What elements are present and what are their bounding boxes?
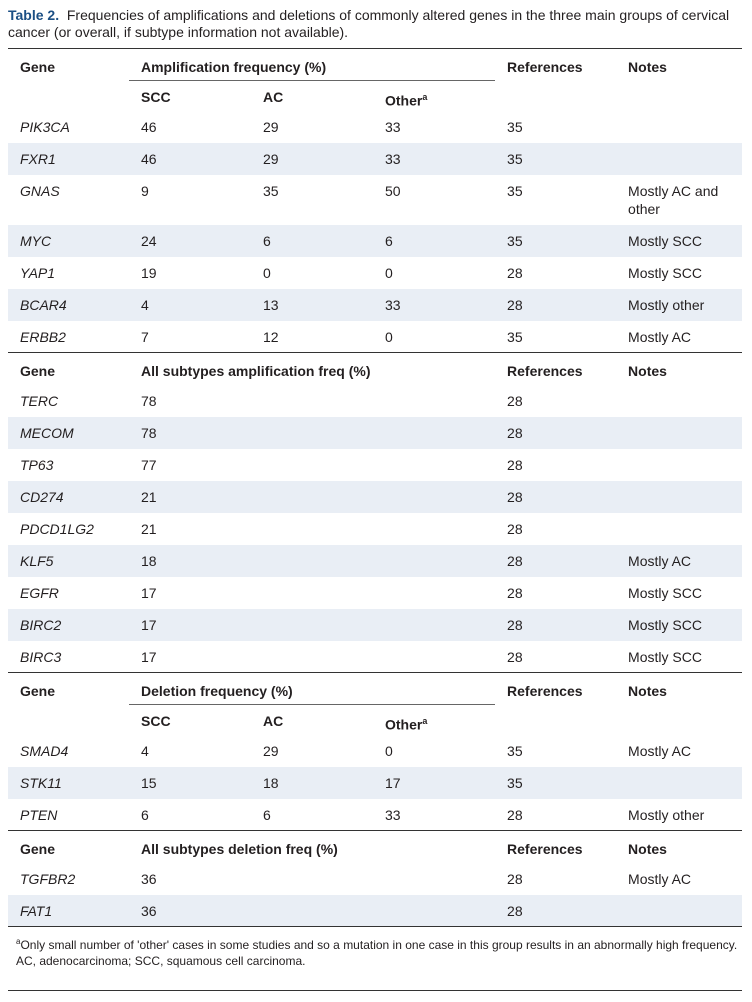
ac-cell: 35: [263, 182, 279, 199]
gene-cell: ERBB2: [20, 328, 66, 345]
gene-cell: MECOM: [8, 417, 129, 449]
header-group: Deletion frequency (%): [129, 673, 495, 705]
note-cell: Mostly AC: [628, 870, 692, 887]
gene-cell: KLF5: [8, 545, 129, 577]
note-cell: [616, 895, 742, 927]
table-footnotes: [16, 934, 740, 969]
header-gene: Gene: [8, 673, 129, 705]
note-cell: Mostly SCC: [628, 264, 702, 281]
reference-cell: 28: [495, 289, 616, 321]
gene-cell: CD274: [8, 481, 129, 513]
footnote-a-mark: a: [16, 937, 21, 946]
note-cell: Mostly SCC: [616, 225, 742, 257]
section-header-row: [8, 673, 742, 705]
gene-cell: PIK3CA: [20, 118, 70, 135]
other-cell: 33: [385, 118, 401, 135]
scc-cell: 24: [129, 225, 251, 257]
other-cell: 33: [373, 143, 495, 175]
table-row: [8, 321, 742, 353]
scc-cell: 7: [141, 328, 149, 345]
gene-cell: YAP1: [20, 264, 56, 281]
table-row: [8, 799, 742, 831]
other-cell: 33: [385, 806, 401, 823]
reference-cell: 28: [495, 609, 616, 641]
reference-cell: 28: [507, 648, 523, 665]
gene-cell: BIRC3: [20, 648, 62, 665]
subheader-blank: [495, 81, 616, 111]
header-notes: Notes: [616, 49, 742, 81]
note-cell: Mostly AC: [616, 545, 742, 577]
ac-cell: 29: [251, 143, 373, 175]
frequency-cell: 21: [141, 520, 157, 537]
ac-cell: 18: [251, 767, 373, 799]
scc-cell: 6: [141, 806, 149, 823]
gene-cell: TGFBR2: [20, 870, 76, 887]
header-references: References: [495, 831, 616, 863]
note-cell: [616, 385, 742, 417]
header-group: All subtypes deletion freq (%): [129, 831, 495, 863]
frequency-cell: 18: [129, 545, 495, 577]
table-label: Table 2.: [8, 7, 60, 23]
note-cell: [616, 111, 742, 143]
table-row: [8, 289, 742, 321]
frequency-cell: 21: [129, 481, 495, 513]
table-row: [8, 545, 742, 577]
header-references: References: [495, 353, 616, 385]
footnote-marker: a: [422, 92, 428, 102]
subheader-blank: [8, 705, 129, 735]
header-references: References: [495, 673, 616, 705]
other-cell: 33: [373, 289, 495, 321]
scc-cell: 15: [129, 767, 251, 799]
gene-cell: FXR1: [8, 143, 129, 175]
ac-cell: 6: [251, 225, 373, 257]
header-group: Amplification frequency (%): [129, 49, 495, 81]
reference-cell: 35: [495, 143, 616, 175]
scc-cell: 9: [141, 182, 149, 199]
note-cell: Mostly other: [628, 806, 705, 823]
frequency-cell: 17: [141, 648, 157, 665]
reference-cell: 35: [507, 118, 523, 135]
scc-cell: 4: [141, 742, 149, 759]
table-row: [8, 641, 742, 673]
subheader-row: [8, 81, 742, 111]
other-cell: 0: [385, 328, 393, 345]
subheader-scc: SCC: [141, 89, 171, 105]
table-row: [8, 577, 742, 609]
note-cell: Mostly SCC: [628, 584, 702, 601]
bottom-rule: [8, 990, 742, 991]
header-gene: Gene: [8, 831, 129, 863]
note-cell: [616, 143, 742, 175]
footnote-a-text: Only small number of 'other' cases in some studies and so a mutation in one case in this group results in an abnormally high frequency.: [20, 938, 738, 952]
ac-cell: 29: [263, 118, 279, 135]
reference-cell: 28: [507, 392, 523, 409]
table-row: [8, 225, 742, 257]
table-row: [8, 449, 742, 481]
frequency-cell: 17: [129, 609, 495, 641]
note-cell: Mostly SCC: [616, 609, 742, 641]
note-cell: Mostly AC and other: [628, 182, 719, 217]
reference-cell: 28: [507, 456, 523, 473]
gene-cell: PTEN: [20, 806, 58, 823]
table-row: [8, 257, 742, 289]
reference-cell: 28: [507, 264, 523, 281]
caption-text: Frequencies of amplifications and deletions of commonly altered genes in the three main groups of cervical cancer (or overall, if subtype information not available).: [8, 7, 730, 40]
scc-cell: 19: [141, 264, 157, 281]
footnote-abbreviations: AC, adenocarcinoma; SCC, squamous cell carcinoma.: [16, 954, 306, 968]
reference-cell: 35: [495, 225, 616, 257]
table-row: [8, 609, 742, 641]
ac-cell: 0: [263, 264, 271, 281]
reference-cell: 28: [507, 584, 523, 601]
subheader-ac: AC: [263, 89, 284, 105]
gene-cell: STK11: [8, 767, 129, 799]
header-gene: Gene: [8, 49, 129, 81]
note-cell: Mostly other: [616, 289, 742, 321]
note-cell: Mostly AC: [628, 742, 692, 759]
frequency-cell: 17: [141, 584, 157, 601]
other-cell: 17: [373, 767, 495, 799]
reference-cell: 28: [495, 417, 616, 449]
other-cell: 6: [373, 225, 495, 257]
other-cell: 0: [385, 742, 393, 759]
reference-cell: 28: [507, 870, 523, 887]
note-cell: [616, 481, 742, 513]
gene-cell: TP63: [20, 456, 54, 473]
subheader-blank: [8, 81, 129, 111]
subheader-ac: AC: [263, 713, 284, 729]
gene-cell: FAT1: [8, 895, 129, 927]
gene-cell: SMAD4: [20, 742, 69, 759]
other-cell: 50: [385, 182, 401, 199]
frequency-cell: 36: [129, 895, 495, 927]
subheader-other-label: Other: [385, 716, 423, 733]
ac-cell: 29: [263, 742, 279, 759]
ac-cell: 12: [263, 328, 279, 345]
reference-cell: 28: [507, 806, 523, 823]
reference-cell: 35: [507, 328, 523, 345]
table-row: [8, 895, 742, 927]
header-references: References: [495, 49, 616, 81]
table-row: [8, 863, 742, 895]
table-row: [8, 417, 742, 449]
scc-cell: 46: [129, 143, 251, 175]
note-cell: [616, 417, 742, 449]
frequency-cell: 36: [141, 870, 157, 887]
subheader-row: [8, 705, 742, 735]
note-cell: [616, 767, 742, 799]
subheader-scc: SCC: [141, 713, 171, 729]
reference-cell: 28: [495, 545, 616, 577]
subheader-other: [373, 705, 495, 735]
scc-cell: 4: [129, 289, 251, 321]
table-row: [8, 175, 742, 225]
subheader-blank: [616, 81, 742, 111]
subheader-other: [373, 81, 495, 111]
frequency-cell: 77: [141, 456, 157, 473]
section-header-row: [8, 831, 742, 863]
table-row: [8, 481, 742, 513]
header-notes: Notes: [616, 673, 742, 705]
gene-cell: TERC: [20, 392, 59, 409]
table-row: [8, 385, 742, 417]
gene-cell: EGFR: [20, 584, 59, 601]
table-row: [8, 767, 742, 799]
reference-cell: 35: [507, 742, 523, 759]
header-notes: Notes: [616, 353, 742, 385]
reference-cell: 28: [507, 520, 523, 537]
gene-cell: MYC: [8, 225, 129, 257]
gene-cell: BCAR4: [8, 289, 129, 321]
table-row: [8, 513, 742, 545]
ac-cell: 6: [263, 806, 271, 823]
table-row: [8, 735, 742, 767]
header-group: All subtypes amplification freq (%): [129, 353, 495, 385]
footnote-marker: a: [422, 716, 428, 726]
header-gene: Gene: [8, 353, 129, 385]
section-header-row: [8, 353, 742, 385]
section-header-row: [8, 49, 742, 81]
subheader-blank: [495, 705, 616, 735]
reference-cell: 28: [495, 895, 616, 927]
note-cell: [616, 513, 742, 545]
note-cell: Mostly SCC: [628, 648, 702, 665]
table-caption: [8, 7, 744, 41]
subheader-other-label: Other: [385, 92, 423, 109]
gene-cell: GNAS: [20, 182, 60, 199]
footnote-a: [16, 934, 740, 953]
reference-cell: 35: [507, 182, 523, 199]
table-row: [8, 143, 742, 175]
gene-cell: BIRC2: [8, 609, 129, 641]
note-cell: [616, 449, 742, 481]
header-notes: Notes: [616, 831, 742, 863]
subheader-blank: [616, 705, 742, 735]
reference-cell: 28: [495, 481, 616, 513]
note-cell: Mostly AC: [628, 328, 692, 345]
table-row: [8, 111, 742, 143]
scc-cell: 46: [141, 118, 157, 135]
frequency-cell: 78: [129, 417, 495, 449]
ac-cell: 13: [251, 289, 373, 321]
genes-table: [8, 48, 742, 927]
reference-cell: 35: [495, 767, 616, 799]
other-cell: 0: [385, 264, 393, 281]
frequency-cell: 78: [141, 392, 157, 409]
gene-cell: PDCD1LG2: [20, 520, 94, 537]
